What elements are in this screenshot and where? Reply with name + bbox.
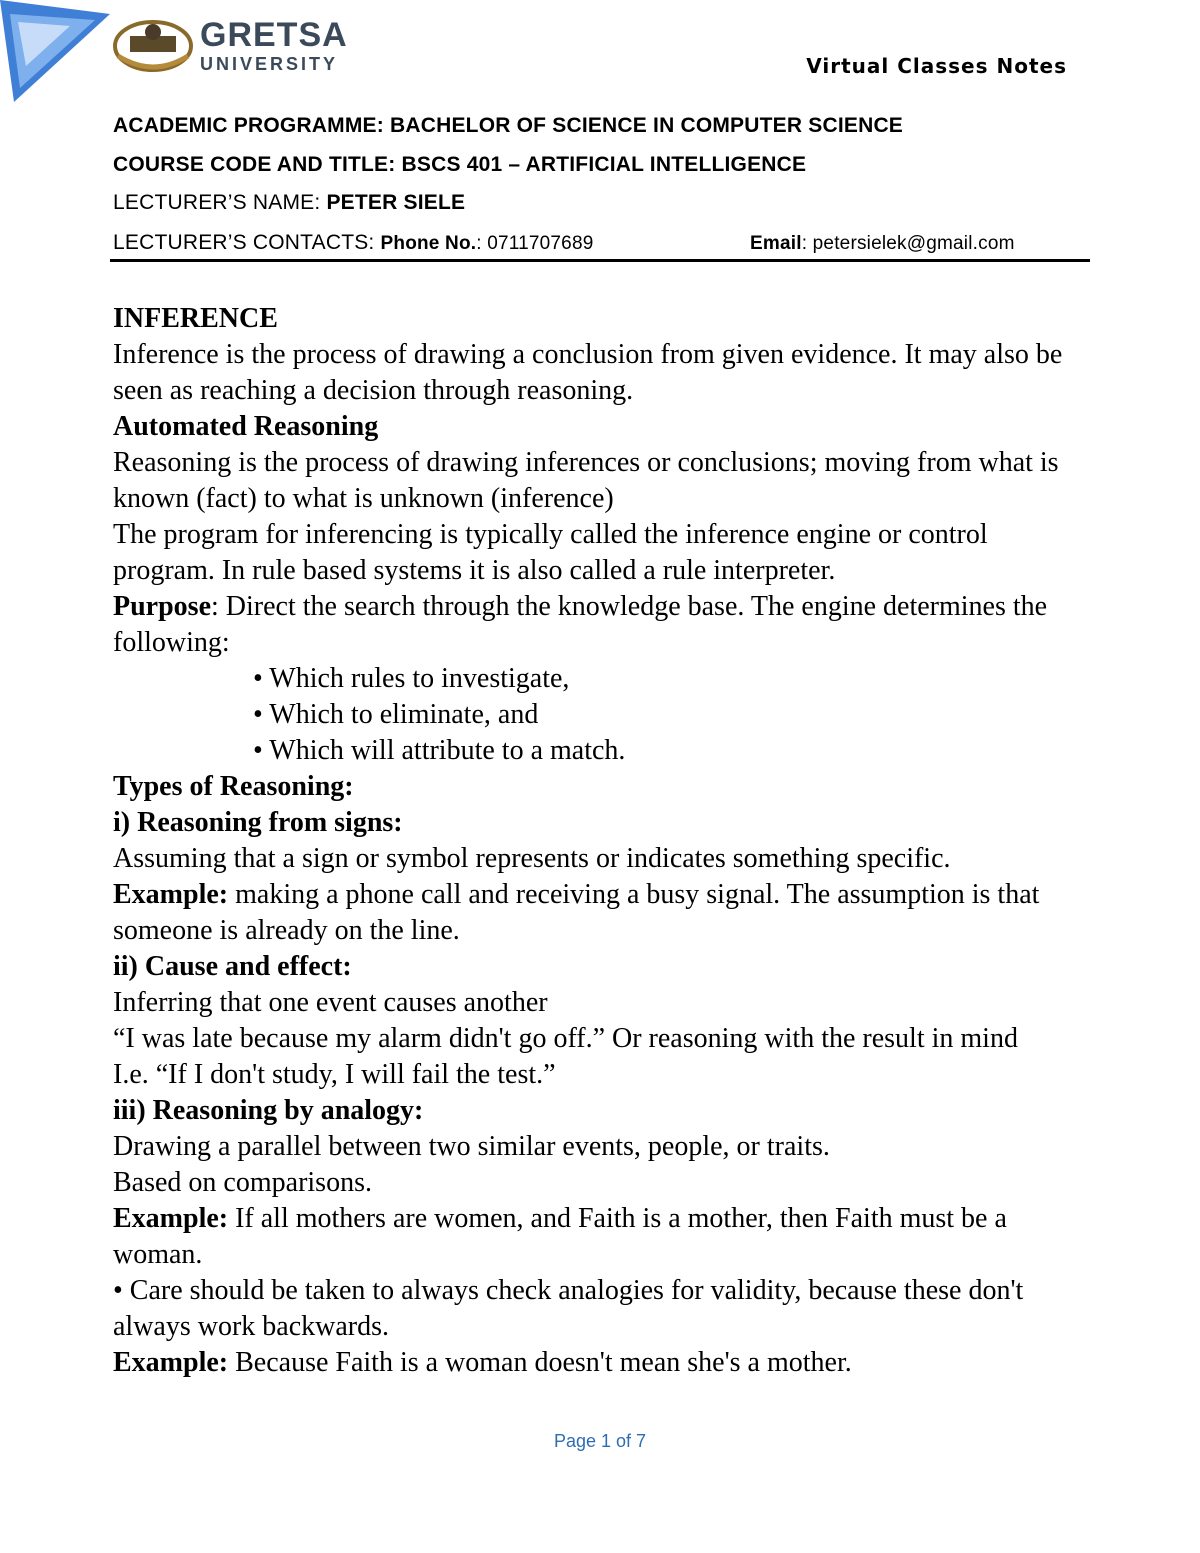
bullet-item: • Which to eliminate, and xyxy=(253,699,539,730)
analogy-caution: • Care should be taken to always check analogies for validity, because these don't always work backwards. xyxy=(113,1275,1024,1342)
analogy-definition: Drawing a parallel between two similar events, people, or traits. xyxy=(113,1131,830,1162)
seal-icon xyxy=(112,16,194,74)
contacts-line xyxy=(113,231,593,255)
signs-example xyxy=(113,877,1093,949)
university-logo xyxy=(112,14,372,74)
lecturer-line xyxy=(113,191,465,215)
analogy-example-2 xyxy=(113,1345,1093,1381)
programme-line xyxy=(113,114,903,138)
course-value: BSCS 401 – ARTIFICIAL INTELLIGENCE xyxy=(401,153,807,176)
contacts-label: LECTURER’S CONTACTS: xyxy=(113,231,375,254)
cause-example: I.e. “If I don't study, I will fail the test.” xyxy=(113,1059,556,1090)
inference-engine-paragraph: The program for inferencing is typically called the inference engine or control program. In rule based systems it is also called a rule interpreter. xyxy=(113,519,988,586)
purpose-paragraph xyxy=(113,589,1093,661)
course-line xyxy=(113,153,806,177)
heading-cause-and-effect: ii) Cause and effect: xyxy=(113,951,352,982)
phone-value: : 0711707689 xyxy=(476,233,594,254)
logo-subtitle: UNIVERSITY xyxy=(200,54,339,74)
email-value: : petersielek@gmail.com xyxy=(801,233,1015,254)
cause-quote: “I was late because my alarm didn't go off.” Or reasoning with the result in mind xyxy=(113,1023,1018,1054)
email-line xyxy=(750,231,1015,255)
lecturer-label: LECTURER’S NAME: xyxy=(113,191,321,214)
example-label: Example: xyxy=(113,879,229,910)
purpose-text: : Direct the search through the knowledge base. The engine determines the following: xyxy=(113,591,1048,658)
bullet-item: • Which rules to investigate, xyxy=(253,663,570,694)
document-body xyxy=(113,301,1093,1381)
programme-label: ACADEMIC PROGRAMME: xyxy=(113,114,384,137)
example-label: Example: xyxy=(113,1347,229,1378)
email-label: Email xyxy=(750,233,802,254)
cause-definition: Inferring that one event causes another xyxy=(113,987,548,1018)
corner-decoration xyxy=(0,0,120,110)
programme-value: BACHELOR OF SCIENCE IN COMPUTER SCIENCE xyxy=(390,114,904,137)
page-number: Page 1 of 7 xyxy=(553,1431,647,1451)
analogy-example-1-text: If all mothers are women, and Faith is a mother, then Faith must be a woman. xyxy=(113,1203,1007,1270)
analogy-basis: Based on comparisons. xyxy=(113,1167,372,1198)
analogy-example-2-text: Because Faith is a woman doesn't mean she's a mother. xyxy=(228,1347,852,1378)
header-divider xyxy=(110,259,1090,262)
example-label: Example: xyxy=(113,1203,229,1234)
heading-reasoning-by-analogy: iii) Reasoning by analogy: xyxy=(113,1095,424,1126)
bullet-item: • Which will attribute to a match. xyxy=(253,735,626,766)
heading-reasoning-from-signs: i) Reasoning from signs: xyxy=(113,807,403,838)
logo-name: GRETSA xyxy=(200,16,348,54)
signs-definition: Assuming that a sign or symbol represents or indicates something specific. xyxy=(113,843,951,874)
heading-types-of-reasoning: Types of Reasoning: xyxy=(113,771,354,802)
purpose-label: Purpose xyxy=(113,591,211,622)
document-label: Virtual Classes Notes xyxy=(806,54,1067,78)
inference-definition: Inference is the process of drawing a conclusion from given evidence. It may also be seen as reaching a decision through reasoning. xyxy=(113,339,1063,406)
analogy-example-1 xyxy=(113,1201,1093,1273)
phone-label: Phone No. xyxy=(380,233,477,254)
lecturer-value: PETER SIELE xyxy=(326,191,466,214)
section-title: INFERENCE xyxy=(113,303,278,334)
signs-example-text: making a phone call and receiving a busy signal. The assumption is that someone is already on the line. xyxy=(113,879,1040,946)
course-label: COURSE CODE AND TITLE: xyxy=(113,153,396,176)
heading-automated-reasoning: Automated Reasoning xyxy=(113,411,379,442)
reasoning-definition: Reasoning is the process of drawing inferences or conclusions; moving from what is known (fact) to what is unknown (inference) xyxy=(113,447,1059,514)
